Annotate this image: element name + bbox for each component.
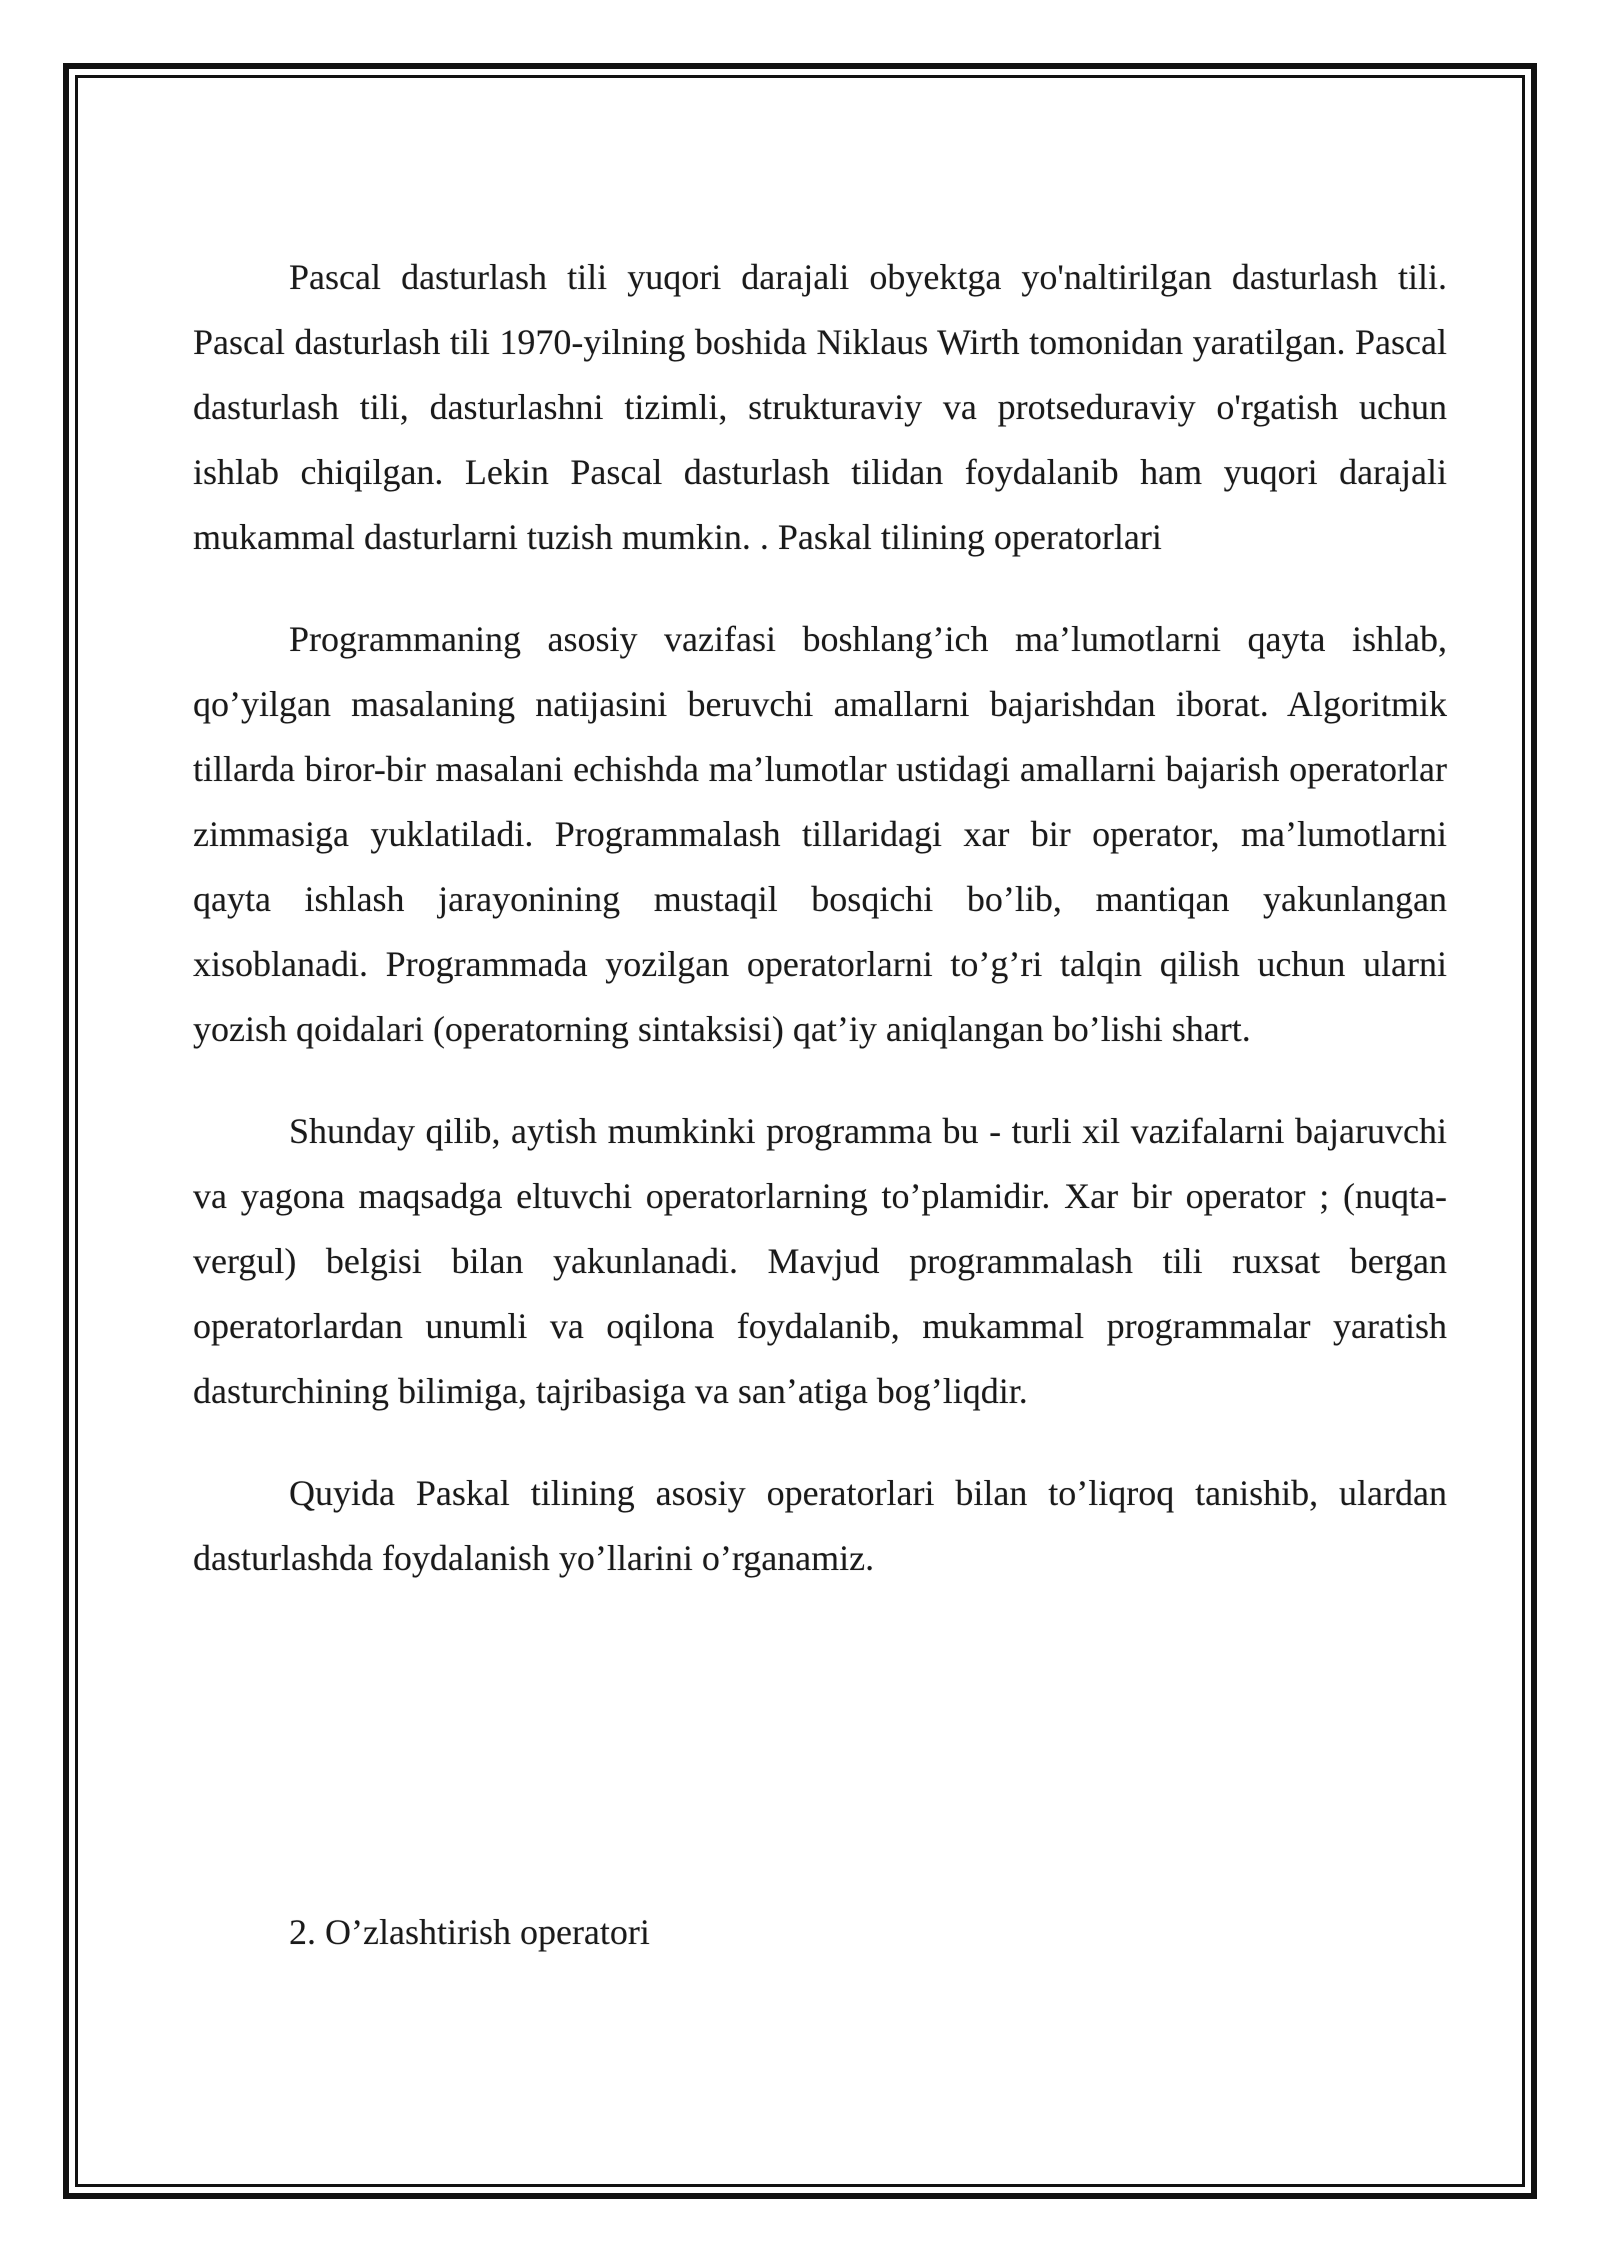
section-heading: 2. O’zlashtirish operatori (289, 1912, 650, 1952)
paragraph-pascal-intro: Pascal dasturlash tili yuqori darajali obyektga yo'naltirilgan dasturlash tili. Pascal dasturlash tili 1970-yilning boshida Niklaus Wirth tomonidan yaratilgan. Pascal dasturlash tili, dasturlashni tizimli, strukturaviy va protseduraviy o'rgatish uchun ishlab chiqilgan. Lekin Pascal dasturlash tilidan foydalanib ham yuqori darajali mukammal dasturlarni tuzish mumkin. . Paskal tilining operatorlari (193, 257, 1447, 557)
paragraph-next-topic: Quyida Paskal tilining asosiy operatorlari bilan to’liqroq tanishib, ulardan dasturlashda foydalanish yo’llarini o’rganamiz. (193, 1473, 1447, 1578)
paragraph-operators-summary: Shunday qilib, aytish mumkinki programma bu - turli xil vazifalarni bajaruvchi va yagona maqsadga eltuvchi operatorlarning to’plamidir. Xar bir operator ; (nuqta-vergul) belgisi bilan yakunlanadi. Mavjud programmalash tili ruxsat bergan operatorlardan unumli va oqilona foydalanib, mukammal programmalar yaratish dasturchining bilimiga, tajribasiga va san’atiga bog’liqdir. (193, 1111, 1447, 1411)
document-body (193, 245, 1447, 1628)
paragraph-program-purpose: Programmaning asosiy vazifasi boshlang’ich ma’lumotlarni qayta ishlab, qo’yilgan masalaning natijasini beruvchi amallarni bajarishdan iborat. Algoritmik tillarda biror-bir masalani echishda ma’lumotlar ustidagi amallarni bajarish operatorlar zimmasiga yuklatiladi. Programmalash tillaridagi xar bir operator, ma’lumotlarni qayta ishlash jarayonining mustaqil bosqichi bo’lib, mantiqan yakunlangan xisoblanadi. Programmada yozilgan operatorlarni to’g’ri talqin qilish uchun ularni yozish qoidalari (operatorning sintaksisi) qat’iy aniqlangan bo’lishi shart. (193, 619, 1447, 1049)
